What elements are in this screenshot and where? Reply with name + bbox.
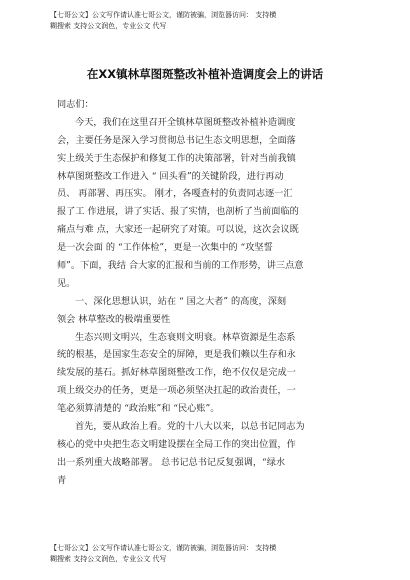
body-line: 林草图斑整改工作进入 “ 回头看”的关键阶段，进行再动 — [57, 170, 284, 182]
document-body — [57, 96, 357, 490]
body-line: 员、 再部署、再压实。 刚才，各嘎查村的负责同志逐一汇 — [57, 188, 293, 200]
footer-line-1: 【七哥公文】公文写作请认准七哥公文，谨防被骗，浏览器访问： 支持横 — [50, 544, 277, 552]
body-line: 续发展的基石。抓好林草图斑整改工作，绝不仅仅是完成一 — [57, 367, 296, 379]
body-line: 笔必须算清楚的 “政治账”和 “民心账”。 — [57, 403, 220, 415]
body-line: 首先，要从政治上看。党的十八大以来，以总书记同志为 — [75, 421, 305, 433]
section-heading: 领会 林草整改的极端重要性 — [57, 313, 171, 325]
body-line: 报了工 作进展，讲了实话、报了实情，也剖析了当前面临的 — [57, 206, 299, 218]
body-line: 出一系列重大战略部署。 总书记总书记反复强调，“绿水 — [57, 456, 286, 468]
document-title: 在XX镇林草图斑整改补植补造调度会上的讲话 — [86, 67, 324, 81]
body-line: 痛点与难 点，大家还一起研究了对策。可以说，这次会议既 — [57, 224, 299, 236]
section-heading: 一、深化思想认识，站在 “ 国之大者” 的高度，深刻 — [75, 295, 287, 307]
body-line: 实上级关于生态保护和修复工作的决策部署，针对当前我镇 — [57, 152, 296, 164]
body-line: 师”。下面，我结 合大家的汇报和当前的工作形势，讲三点意 — [57, 260, 304, 272]
footer-line-2: 糊搜索 支持公文润色，专业公文 代写 — [50, 555, 167, 563]
body-line: 见。 — [57, 277, 76, 289]
header-line-2: 糊搜索 支持公文润色，专业公文 代写 — [50, 22, 167, 30]
page-header — [50, 10, 370, 32]
header-line-1: 【七哥公文】公文写作请认准七哥公文，谨防被骗，浏览器访问： 支持横 — [50, 11, 277, 19]
page-footer — [50, 543, 370, 565]
body-line: 项上级交办的任务，更是一项必须坚决扛起的政治责任，一 — [57, 385, 296, 397]
body-line: 统的根基，是国家生态安全的屏障，更是我们赖以生存和永 — [57, 349, 296, 361]
body-line: 今天，我们在这里召开全镇林草图斑整改补植补造调度 — [75, 116, 296, 128]
body-line: 同志们： — [57, 99, 94, 110]
body-line: 生态兴则文明兴，生态衰则文明衰。林草资源是生态系 — [75, 331, 296, 343]
body-line: 是一次会面 的 “工作体检”，更是一次集中的 “攻坚誓 — [57, 242, 273, 254]
body-line: 核心的党中央把生态文明建设摆在全局工作的突出位置，作 — [57, 438, 296, 450]
body-line: 会，主要任务是深入学习贯彻总书记生态文明思想，全面落 — [57, 134, 296, 146]
body-line: 青 — [57, 474, 67, 486]
